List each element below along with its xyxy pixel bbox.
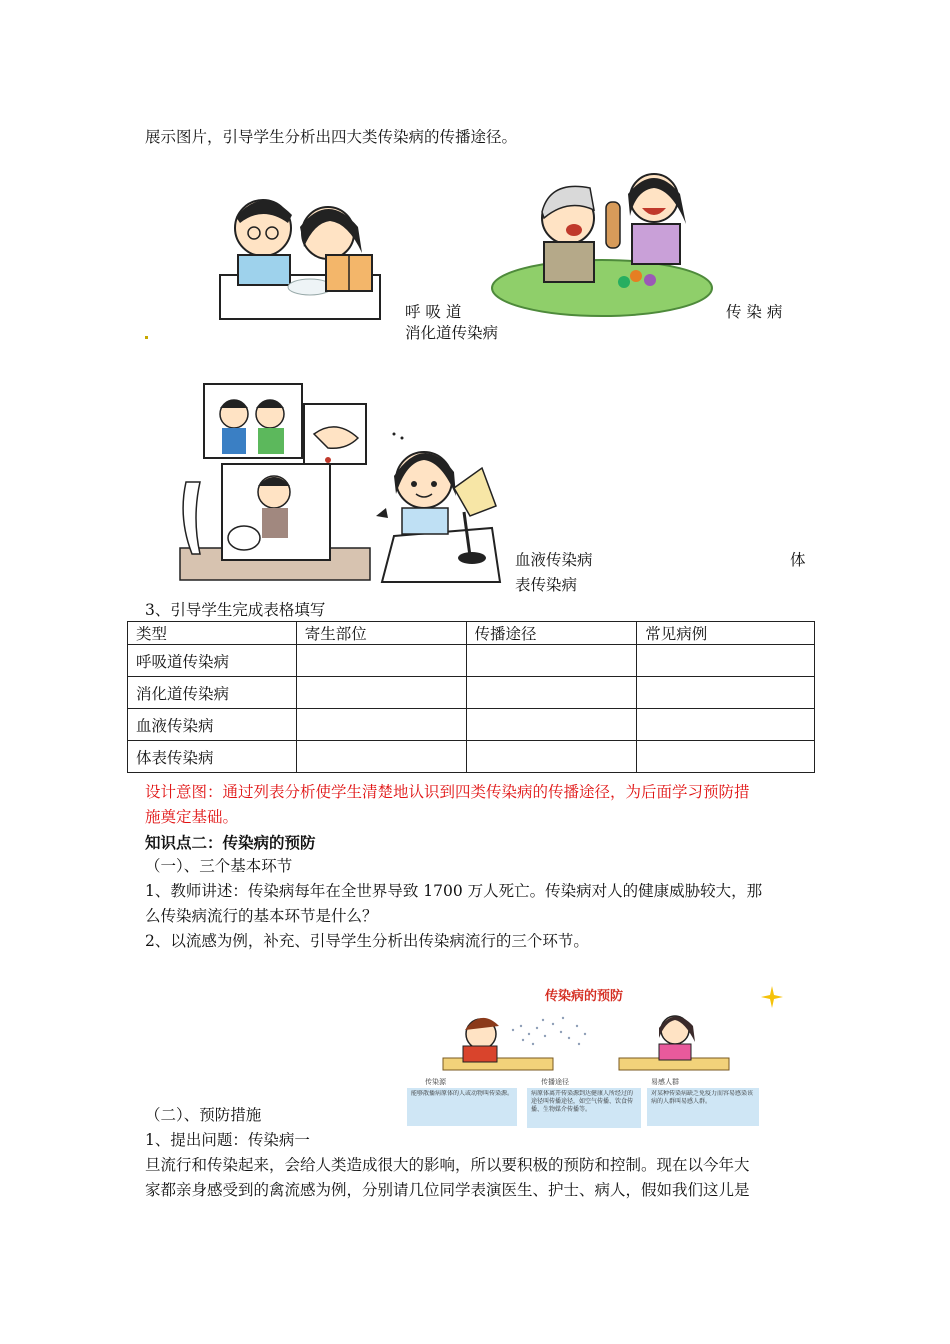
poster-box-text: 病原体离开传染源到达健康人所经过的途径叫传播途径，如空气传播、饮食传播、生物媒介传播等。 [531, 1090, 634, 1113]
table-header: 常见病例 [637, 622, 815, 645]
table-cell[interactable] [466, 677, 637, 709]
paragraph-1-line2: 么传染病流行的基本环节是什么？ [145, 907, 378, 925]
design-intent-line2: 施奠定基础。 [145, 808, 239, 826]
sparkle-icon [761, 986, 783, 1008]
table-cell[interactable] [637, 645, 815, 677]
digestive-illustration [490, 168, 715, 318]
table-header: 寄生部位 [296, 622, 466, 645]
blood-illustration [178, 378, 373, 583]
caption-respiratory: 呼 吸 道 [405, 303, 462, 321]
table-cell: 呼吸道传染病 [128, 645, 297, 677]
caption-blood: 血液传染病 [515, 551, 593, 569]
caption-ti: 体 [790, 551, 806, 569]
poster-box-text: 能够散播病原体的人或动物叫传染源。 [411, 1090, 513, 1097]
body-surface-illustration [372, 432, 507, 584]
poster-label: 易感人群 [651, 1078, 679, 1086]
table-row [128, 677, 815, 709]
sub-heading-1: （一）、三个基本环节 [145, 857, 293, 875]
prevention-poster [403, 978, 765, 1131]
table-header: 类型 [128, 622, 297, 645]
section2-title: 知识点二：传染病的预防 [145, 834, 316, 852]
table-header: 传播途径 [466, 622, 637, 645]
table-cell[interactable] [466, 709, 637, 741]
table-cell[interactable] [637, 741, 815, 773]
table-cell[interactable] [296, 677, 466, 709]
table-cell[interactable] [296, 645, 466, 677]
stray-dot [145, 336, 148, 339]
table-cell[interactable] [466, 741, 637, 773]
table-cell: 消化道传染病 [128, 677, 297, 709]
respiratory-illustration [218, 183, 386, 321]
table-cell[interactable] [637, 709, 815, 741]
table-cell: 体表传染病 [128, 741, 297, 773]
table-header-row [128, 622, 815, 645]
sub-heading-2: （二）、预防措施 [145, 1106, 262, 1124]
classification-table [127, 621, 815, 773]
poster-title: 传染病的预防 [544, 989, 624, 1004]
poster-label: 传播途径 [541, 1078, 569, 1086]
table-row [128, 709, 815, 741]
table-cell[interactable] [466, 645, 637, 677]
poster-label: 传染源 [425, 1078, 446, 1086]
table-row [128, 741, 815, 773]
caption-chuan-ran-bing: 传 染 病 [726, 303, 783, 321]
table-cell[interactable] [296, 741, 466, 773]
design-intent-line1: 设计意图：通过列表分析使学生清楚地认识到四类传染病的传播途径，为后面学习预防措 [145, 783, 750, 801]
table-cell[interactable] [296, 709, 466, 741]
paragraph-2: 2、以流感为例，补充、引导学生分析出传染病流行的三个环节。 [145, 932, 589, 950]
question-1-line3: 家都亲身感受到的禽流感为例，分别请几位同学表演医生、护士、病人，假如我们这儿是 [145, 1181, 750, 1199]
intro-text: 展示图片，引导学生分析出四大类传染病的传播途径。 [145, 128, 518, 146]
caption-body-surface: 表传染病 [515, 576, 578, 594]
question-1-line2: 旦流行和传染起来，会给人类造成很大的影响，所以要积极的预防和控制。现在以今年大 [145, 1156, 750, 1174]
paragraph-1-line1: 1、教师讲述：传染病每年在全世界导致 1700 万人死亡。传染病对人的健康威胁较大，那 [145, 882, 763, 900]
question-1: 1、提出问题：传染病一 [145, 1131, 310, 1149]
caption-digestive: 消化道传染病 [405, 324, 499, 342]
step3-text: 3、引导学生完成表格填写 [145, 601, 326, 619]
table-cell: 血液传染病 [128, 709, 297, 741]
table-cell[interactable] [637, 677, 815, 709]
table-row [128, 645, 815, 677]
poster-box-text: 对某种传染病缺乏免疫力而容易感染该病的人群叫易感人群。 [651, 1090, 754, 1105]
